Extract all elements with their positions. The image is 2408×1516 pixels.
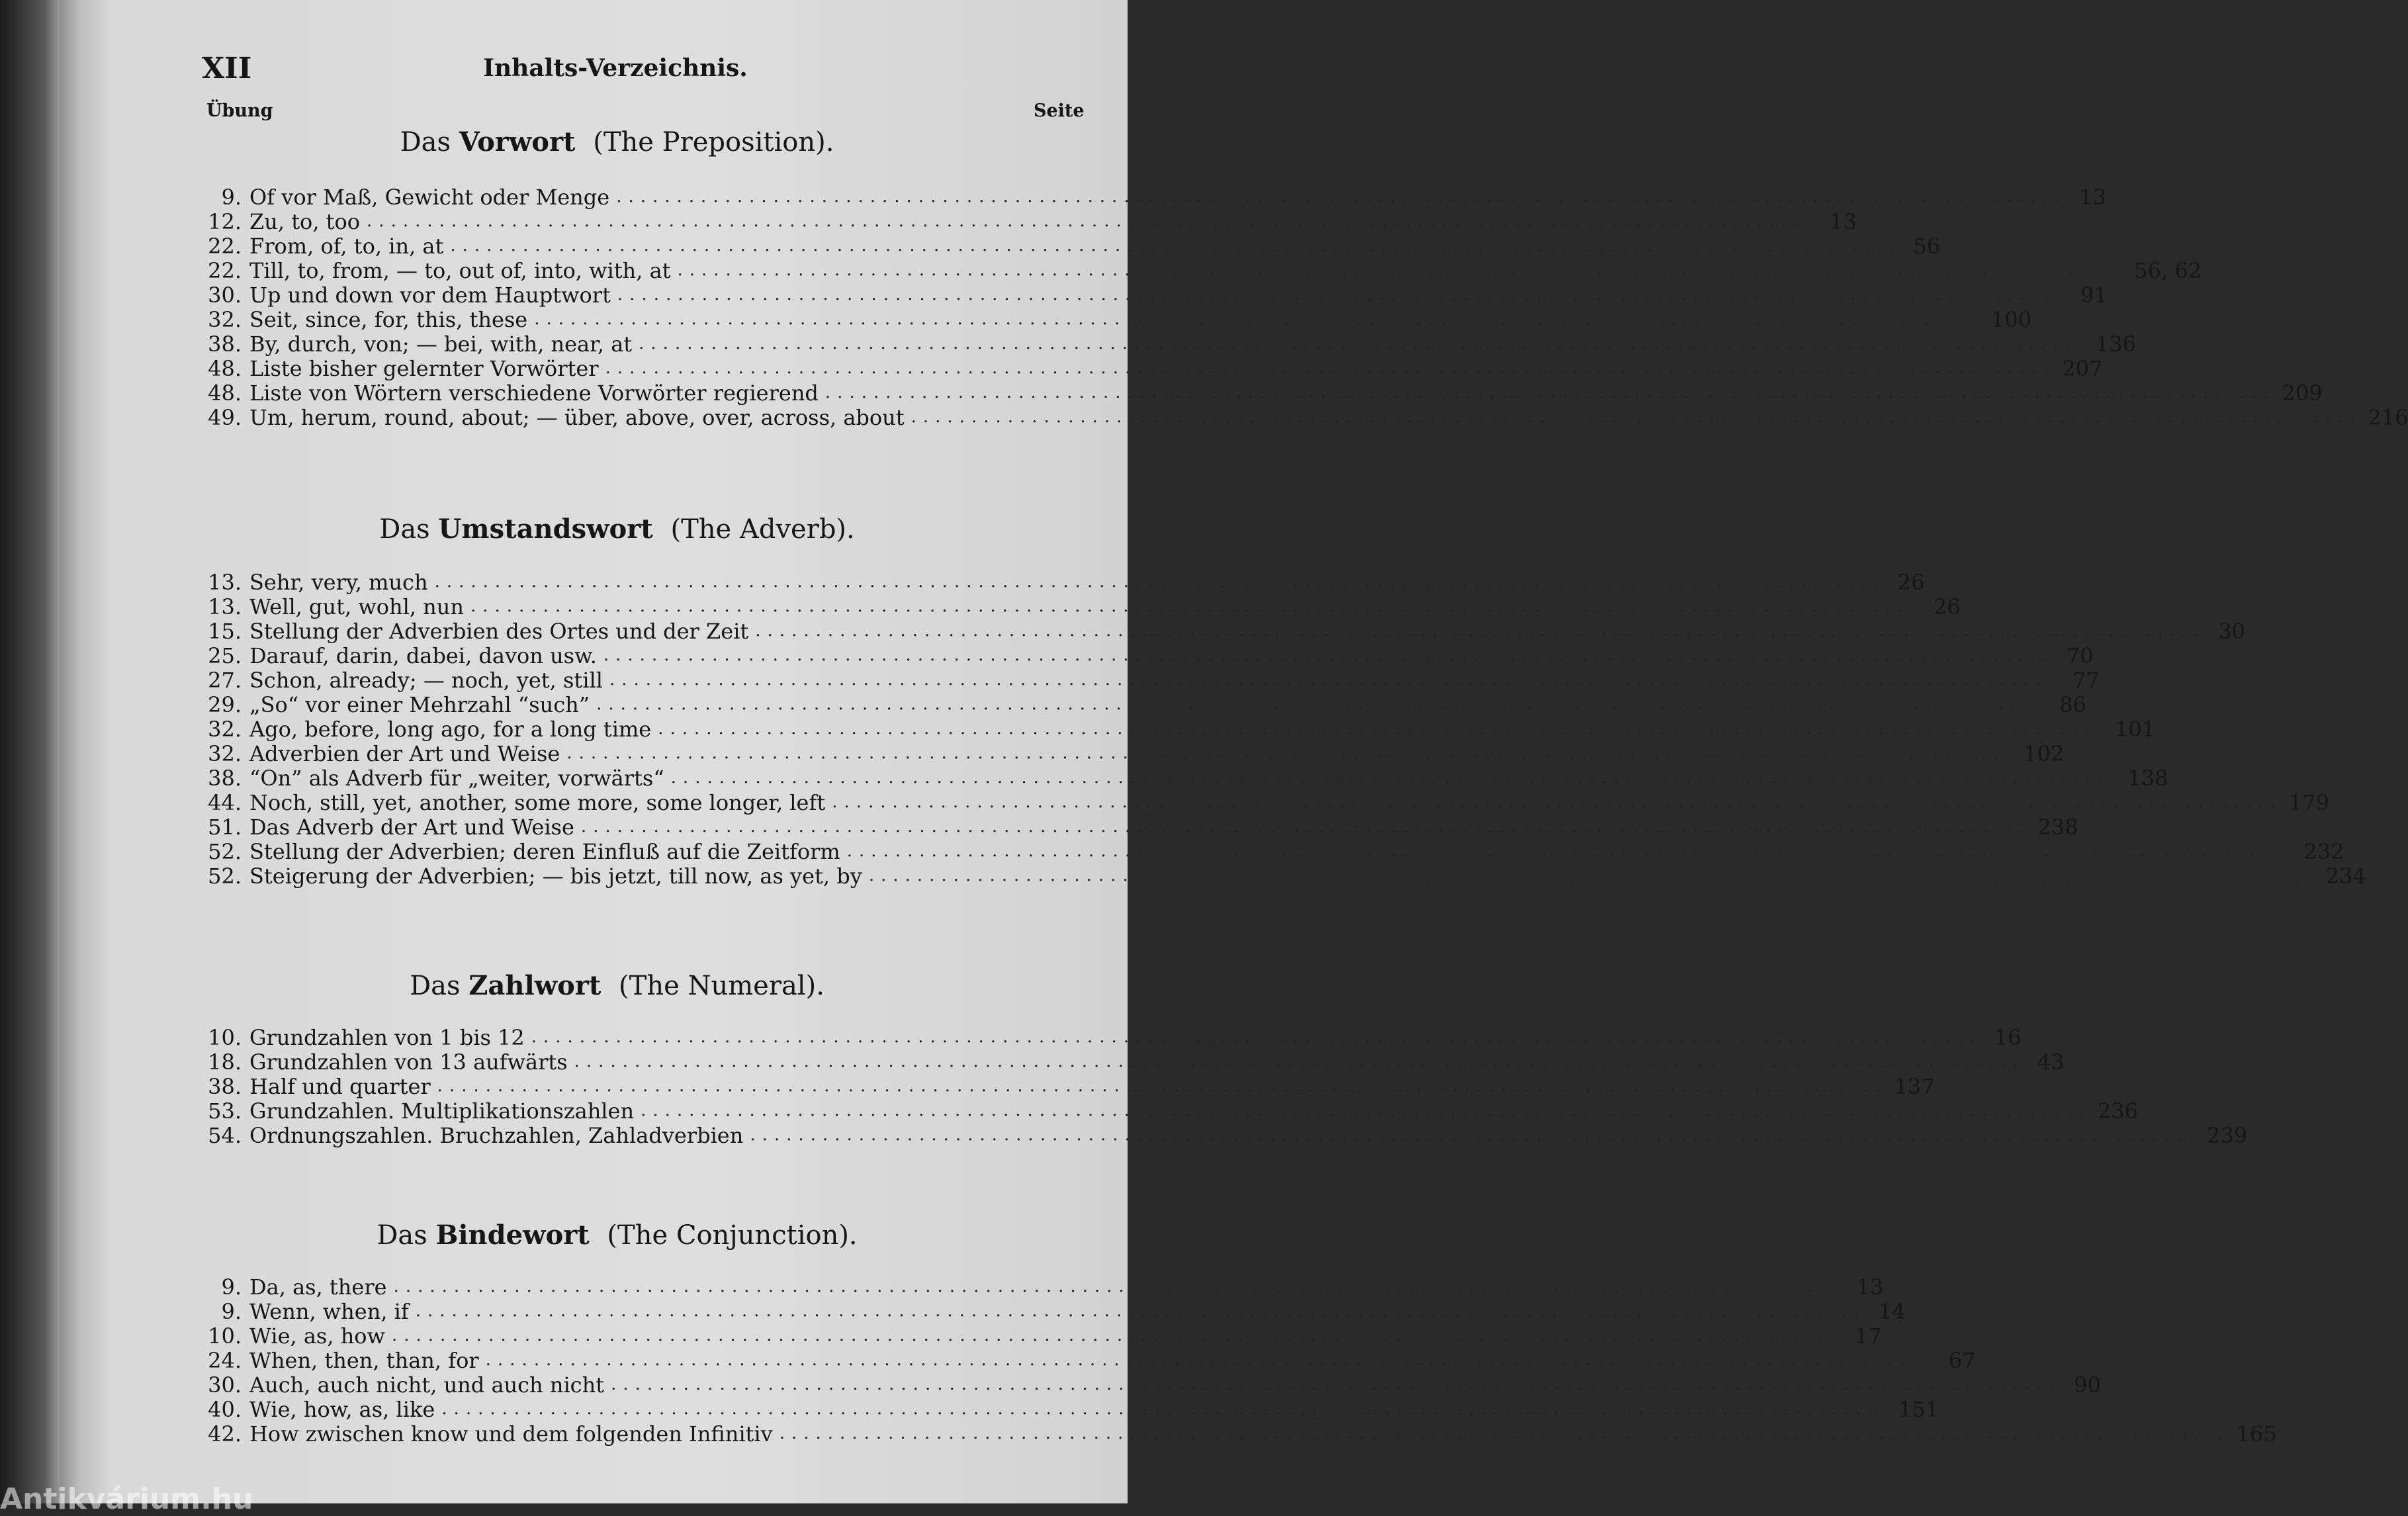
exercise-number: 54. — [208, 1123, 242, 1148]
page-reference: 136 — [2095, 332, 2136, 357]
section-title-em: Vorwort — [459, 126, 576, 157]
entry-title: Of vor Maß, Gewicht oder Menge — [249, 185, 610, 210]
toc-entry — [202, 668, 2100, 693]
dot-leader: ........................................................................................................................ — [658, 719, 2108, 738]
exercise-number: 30. — [208, 1372, 242, 1398]
toc-entry — [202, 185, 2106, 210]
exercise-number: 38. — [208, 766, 242, 791]
toc-entry — [202, 1372, 2101, 1398]
toc-entry — [202, 1123, 2248, 1148]
section-title-numeral — [202, 969, 1032, 1003]
exercise-number: 32. — [208, 307, 242, 332]
page-reference: 26 — [1934, 594, 1961, 619]
page-reference: 90 — [2074, 1372, 2101, 1398]
entry-title: Ago, before, long ago, for a long time — [249, 717, 652, 742]
book-page — [60, 0, 2408, 1503]
page-reference: 101 — [2114, 717, 2156, 742]
section-title-de: Das — [400, 127, 451, 157]
entry-title: Ordnungszahlen. Bruchzahlen, Zahladverbien — [249, 1123, 744, 1148]
dot-leader: ........................................................................................................................ — [574, 1051, 2025, 1071]
entry-title: Till, to, from, — to, out of, into, with, at — [249, 258, 671, 283]
entry-title: How zwischen know und dem folgenden Infinitiv — [249, 1421, 773, 1447]
exercise-number: 9. — [221, 1274, 242, 1300]
exercise-number: 22. — [208, 234, 242, 259]
entry-title: From, of, to, in, at — [249, 234, 444, 259]
dot-leader: ........................................................................................................................ — [367, 211, 1817, 231]
page-reference: 151 — [1898, 1397, 1940, 1422]
dot-leader: ........................................................................................................................ — [566, 743, 2018, 763]
dot-leader: ........................................................................................................................ — [531, 1027, 1982, 1047]
exercise-number: 15. — [208, 619, 242, 644]
column-heading-page: Seite — [1034, 101, 1085, 121]
dot-leader: ........................................................................................................................ — [832, 792, 2282, 812]
page-reference: 86 — [2059, 692, 2086, 717]
dot-leader: ........................................................................................................................ — [639, 334, 2089, 353]
entry-title: Grundzahlen von 1 bis 12 — [249, 1025, 525, 1050]
entry-title: Wie, how, as, like — [249, 1397, 435, 1422]
toc-entry — [202, 258, 2202, 283]
entry-title: „So“ vor einer Mehrzahl “such” — [249, 692, 590, 717]
section-title-de: Das — [377, 1220, 427, 1251]
entry-title: Darauf, darin, dabei, davon usw. — [249, 643, 597, 668]
dot-leader: ........................................................................................................................ — [437, 1076, 1888, 1096]
exercise-number: 9. — [221, 185, 242, 210]
toc-entry — [202, 766, 2168, 791]
toc-entry — [202, 692, 2086, 717]
toc-entry — [202, 1098, 2138, 1124]
page-reference: 236 — [2097, 1098, 2138, 1124]
page-reference: 17 — [1855, 1323, 1882, 1349]
entry-title: Noch, still, yet, another, some more, some longer, left — [249, 790, 826, 815]
entry-title: Stellung der Adverbien; deren Einfluß auf die Zeitform — [249, 839, 840, 864]
exercise-number: 10. — [208, 1323, 242, 1349]
entry-title: By, durch, von; — bei, with, near, at — [249, 332, 633, 357]
page-reference: 100 — [1991, 307, 2032, 332]
toc-entry — [202, 1049, 2065, 1075]
entry-title: Stellung der Adverbien des Ortes und der Zeit — [249, 619, 749, 644]
entry-title: Adverbien der Art und Weise — [249, 741, 560, 766]
section-title-conjunction — [202, 1219, 1032, 1252]
toc-list-numeral — [202, 1025, 2248, 1148]
exercise-number: 51. — [208, 815, 242, 840]
entry-title: Up und down vor dem Hauptwort — [249, 283, 611, 308]
page-reference: 238 — [2037, 815, 2078, 840]
exercise-number: 38. — [208, 1074, 242, 1099]
toc-list-preposition — [202, 185, 2408, 430]
dot-leader: ........................................................................................................................ — [846, 841, 2297, 861]
exercise-number: 10. — [208, 1025, 242, 1050]
exercise-number: 18. — [208, 1049, 242, 1075]
exercise-number: 52. — [208, 839, 242, 864]
toc-entry — [202, 332, 2136, 357]
dot-leader: ........................................................................................................................ — [391, 1325, 1842, 1345]
dot-leader: ........................................................................................................................ — [434, 572, 1885, 592]
entry-title: Sehr, very, much — [249, 570, 428, 595]
exercise-number: 40. — [208, 1397, 242, 1422]
exercise-number: 32. — [208, 717, 242, 742]
page-reference: 209 — [2282, 380, 2323, 406]
dot-leader: ........................................................................................................................ — [670, 768, 2121, 787]
exercise-number: 12. — [208, 209, 242, 234]
toc-entry — [202, 741, 2065, 766]
dot-leader: ........................................................................................................................ — [825, 382, 2276, 402]
toc-entry — [202, 815, 2078, 840]
section-title-em: Zahlwort — [468, 970, 602, 1001]
section-title-adverb — [202, 513, 1032, 546]
entry-title: Schon, already; — noch, yet, still — [249, 668, 603, 693]
section-title-en: (The Conjunction). — [607, 1220, 858, 1251]
page-reference: 67 — [1948, 1348, 1976, 1373]
page-reference: 13 — [2079, 185, 2106, 210]
page-reference: 91 — [2080, 283, 2108, 308]
dot-leader: ........................................................................................................................ — [911, 407, 2362, 427]
dot-leader: ........................................................................................................................ — [485, 1350, 1936, 1370]
page-reference: 70 — [2066, 643, 2094, 668]
entry-title: Liste bisher gelernter Vorwörter — [249, 356, 599, 381]
exercise-number: 9. — [221, 1299, 242, 1324]
toc-entry — [202, 356, 2103, 381]
dot-leader: ........................................................................................................................ — [755, 621, 2206, 641]
toc-entry — [202, 1421, 2277, 1447]
page-reference: 77 — [2072, 668, 2100, 693]
entry-title: Auch, auch nicht, und auch nicht — [249, 1372, 605, 1398]
entry-title: Grundzahlen von 13 aufwärts — [249, 1049, 568, 1075]
toc-entry — [202, 717, 2156, 742]
page-reference: 179 — [2288, 790, 2330, 815]
exercise-number: 49. — [208, 405, 242, 430]
page-reference: 102 — [2024, 741, 2065, 766]
page-reference: 26 — [1897, 570, 1925, 595]
dot-leader: ........................................................................................................................ — [617, 285, 2068, 304]
page-title: Inhalts-Verzeichnis. — [483, 54, 748, 82]
exercise-number: 53. — [208, 1098, 242, 1124]
column-heading-exercise: Übung — [206, 101, 273, 121]
entry-title: Das Adverb der Art und Weise — [249, 815, 574, 840]
dot-leader: ........................................................................................................................ — [450, 236, 1901, 255]
toc-entry — [202, 864, 2366, 889]
exercise-number: 29. — [208, 692, 242, 717]
page-number: XII — [202, 52, 252, 85]
entry-title: “On” als Adverb für „weiter, vorwärts“ — [249, 766, 664, 791]
page-reference: 239 — [2207, 1123, 2248, 1148]
toc-entry — [202, 1299, 1906, 1324]
page-reference: 137 — [1894, 1074, 1935, 1099]
dot-leader: ........................................................................................................................ — [415, 1301, 1866, 1321]
toc-entry — [202, 1274, 1884, 1300]
exercise-number: 52. — [208, 864, 242, 889]
exercise-number: 48. — [208, 380, 242, 406]
section-title-en: (The Preposition). — [593, 127, 834, 157]
section-title-de: Das — [410, 971, 461, 1001]
toc-entry — [202, 1397, 1940, 1422]
entry-title: Wie, as, how — [249, 1323, 385, 1349]
toc-entry — [202, 643, 2094, 668]
dot-leader: ........................................................................................................................ — [596, 694, 2047, 714]
exercise-number: 24. — [208, 1348, 242, 1373]
exercise-number: 13. — [208, 594, 242, 619]
dot-leader: ........................................................................................................................ — [470, 596, 1921, 616]
entry-title: Half und quarter — [249, 1074, 431, 1099]
page-reference: 13 — [1830, 209, 1857, 234]
entry-title: Wenn, when, if — [249, 1299, 409, 1324]
section-title-en: (The Adverb). — [670, 514, 855, 545]
dot-leader: ........................................................................................................................ — [641, 1100, 2091, 1120]
entry-title: Steigerung der Adverbien; — bis jetzt, till now, as yet, by — [249, 864, 862, 889]
dot-leader: ........................................................................................................................ — [609, 670, 2060, 690]
dot-leader: ........................................................................................................................ — [534, 309, 1984, 329]
book-spine — [0, 0, 60, 1503]
page-reference: 56 — [1913, 234, 1941, 259]
exercise-number: 25. — [208, 643, 242, 668]
toc-entry — [202, 1323, 1882, 1349]
page-reference: 13 — [1856, 1274, 1884, 1300]
toc-entry — [202, 619, 2246, 644]
watermark-text: Antikvárium.hu — [0, 1482, 253, 1516]
entry-title: Liste von Wörtern verschiedene Vorwörter regierend — [249, 380, 819, 406]
page-reference: 165 — [2236, 1421, 2277, 1447]
toc-list-conjunction — [202, 1274, 2277, 1447]
page-reference: 207 — [2062, 356, 2103, 381]
page-reference: 138 — [2127, 766, 2168, 791]
toc-entry — [202, 209, 1857, 234]
entry-title: Seit, since, for, this, these — [249, 307, 528, 332]
toc-entry — [202, 1025, 2022, 1050]
entry-title: Grundzahlen. Multiplikationszahlen — [249, 1098, 635, 1124]
toc-entry — [202, 283, 2108, 308]
toc-entry — [202, 839, 2344, 864]
entry-title: When, then, than, for — [249, 1348, 479, 1373]
toc-entry — [202, 405, 2408, 430]
section-title-de: Das — [379, 514, 430, 545]
exercise-number: 44. — [208, 790, 242, 815]
toc-list-adverb — [202, 570, 2366, 889]
entry-title: Um, herum, round, about; — über, above, over, across, about — [249, 405, 905, 430]
dot-leader: ........................................................................................................................ — [750, 1125, 2201, 1145]
section-title-em: Umstandswort — [438, 513, 653, 545]
toc-entry — [202, 790, 2330, 815]
section-title-preposition — [202, 126, 1032, 159]
dot-leader: ........................................................................................................................ — [779, 1423, 2230, 1443]
page-reference: 216 — [2368, 405, 2408, 430]
exercise-number: 32. — [208, 741, 242, 766]
section-title-em: Bindewort — [435, 1220, 590, 1251]
dot-leader: ........................................................................................................................ — [611, 1374, 2061, 1394]
page-reference: 234 — [2325, 864, 2366, 889]
page-reference: 16 — [1994, 1025, 2022, 1050]
toc-entry — [202, 380, 2323, 406]
toc-entry — [202, 594, 1961, 619]
dot-leader: ........................................................................................................................ — [580, 817, 2031, 836]
exercise-number: 22. — [208, 258, 242, 283]
page-reference: 43 — [2037, 1049, 2065, 1075]
exercise-number: 42. — [208, 1421, 242, 1447]
toc-entry — [202, 570, 1925, 595]
entry-title: Da, as, there — [249, 1274, 387, 1300]
toc-entry — [202, 307, 2032, 332]
dot-leader: ........................................................................................................................ — [603, 645, 2054, 665]
exercise-number: 27. — [208, 668, 242, 693]
page-reference: 14 — [1878, 1299, 1906, 1324]
section-title-en: (The Numeral). — [619, 971, 825, 1001]
exercise-number: 13. — [208, 570, 242, 595]
page-reference: 232 — [2303, 839, 2344, 864]
toc-entry — [202, 1348, 1976, 1373]
entry-title: Well, gut, wohl, nun — [249, 594, 464, 619]
exercise-number: 48. — [208, 356, 242, 381]
dot-leader: ........................................................................................................................ — [616, 187, 2067, 206]
page-reference: 30 — [2218, 619, 2246, 644]
exercise-number: 38. — [208, 332, 242, 357]
dot-leader: ........................................................................................................................ — [868, 866, 2319, 885]
running-header — [202, 52, 1029, 91]
dot-leader: ........................................................................................................................ — [393, 1276, 1844, 1296]
page-reference: 56, 62 — [2134, 258, 2202, 283]
entry-title: Zu, to, too — [249, 209, 361, 234]
exercise-number: 30. — [208, 283, 242, 308]
dot-leader: ........................................................................................................................ — [677, 260, 2128, 280]
toc-entry — [202, 234, 1941, 259]
dot-leader: ........................................................................................................................ — [605, 358, 2056, 378]
dot-leader: ........................................................................................................................ — [441, 1399, 1893, 1419]
toc-entry — [202, 1074, 1935, 1099]
